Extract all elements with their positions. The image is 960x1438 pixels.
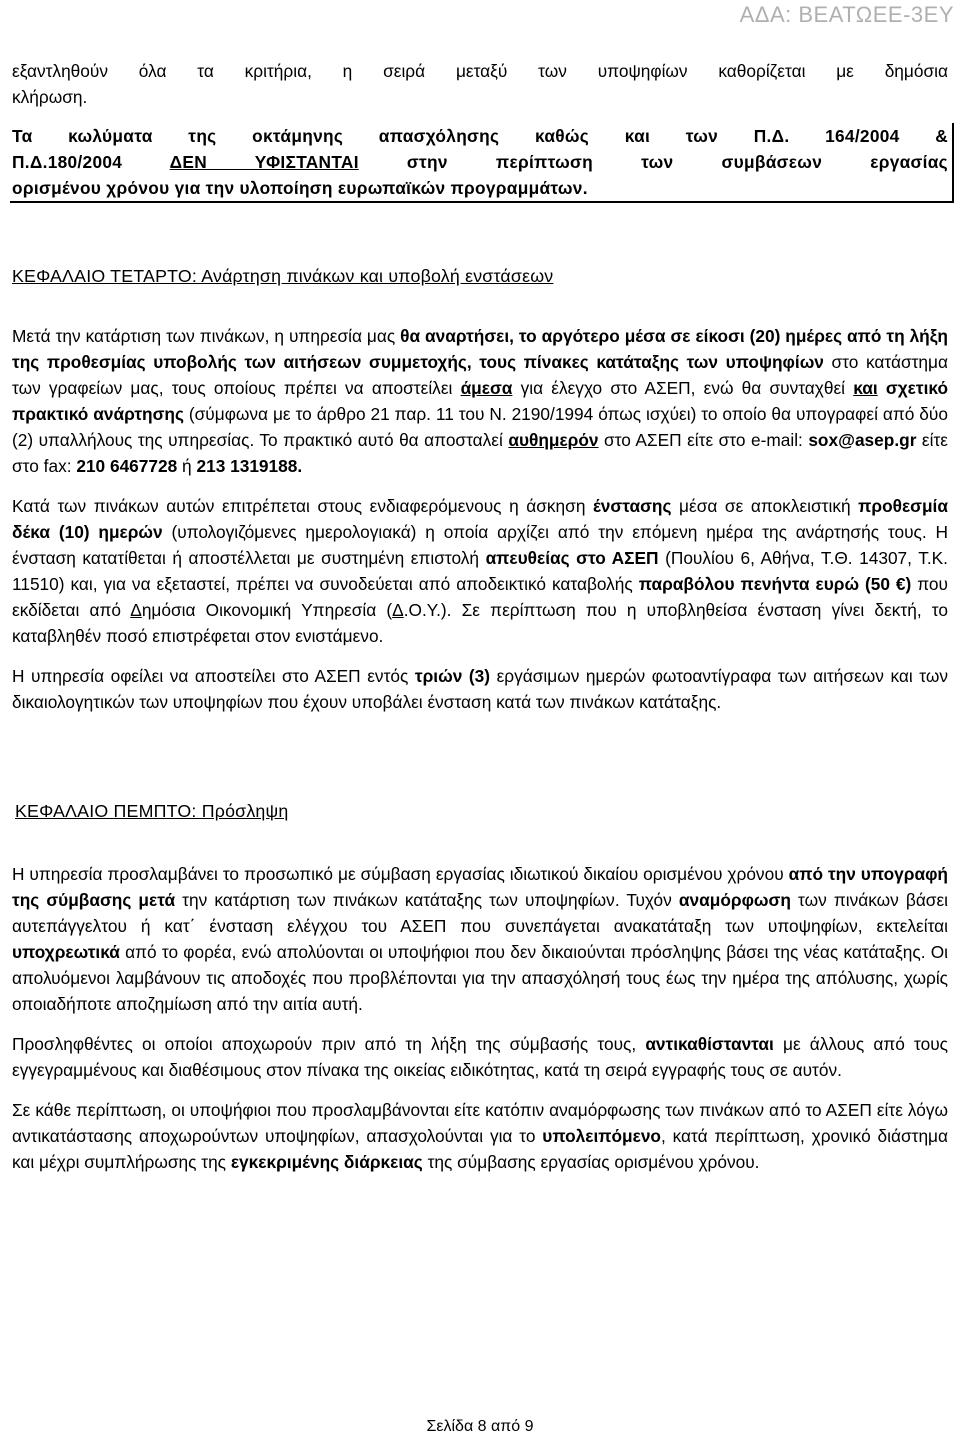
chapter-4-title: ΚΕΦΑΛΑΙΟ ΤΕΤΑΡΤΟ: Ανάρτηση πινάκων και υποβολή ενστάσεων [12, 266, 554, 286]
document-page [12, 58, 948, 1175]
chapter-4-paragraph-1: Μετά την κατάρτιση των πινάκων, η υπηρεσία μας θα αναρτήσει, το αργότερο μέσα σε είκοσι (20) ημέρες από τη λήξη της προθεσμίας υποβολής των αιτήσεων συμμετοχής, τους πίνακες κατάταξης των υποψηφίων στο κατάστημα των γραφείων μας, τους οποίους πρέπει να αποστείλει άμεσα για έλεγχο στο ΑΣΕΠ, ενώ θα συνταχθεί και σχετικό πρακτικό ανάρτησης (σύμφωνα με το άρθρο 21 παρ. 11 του Ν. 2190/1994 όπως ισχύει) το οποίο θα υπογραφεί από δύο (2) υπαλλήλους της υπηρεσίας. Το πρακτικό αυτό θα αποσταλεί αυθημερόν στο ΑΣΕΠ είτε στο e-mail: sox@asep.gr είτε στο fax: 210 6467728 ή 213 1319188. [12, 326, 949, 476]
intro-line-1: εξαντληθούν όλα τα κριτήρια, η σειρά μεταξύ των υποψηφίων καθορίζεται με δημόσια [12, 61, 948, 81]
email-address: sox@asep.gr [808, 430, 917, 450]
chapter-4-paragraph-2: Κατά των πινάκων αυτών επιτρέπεται στους ενδιαφερόμενους η άσκηση ένστασης μέσα σε αποκλειστική προθεσμία δέκα (10) ημερών (υπολογιζόμενες ημερολογιακά) η οποία αρχίζει από την επόμενη ημέρα της ανάρτησής τους. Η ένσταση κατατίθεται ή αποστέλλεται με συστημένη επιστολή απευθείας στο ΑΣΕΠ (Πουλίου 6, Αθήνα, Τ.Θ. 14307, Τ.Κ. 11510) και, για να εξεταστεί, πρέπει να συνοδεύεται από αποδεικτικό καταβολής παραβόλου πενήντα ευρώ (50 €) που εκδίδεται από Δημόσια Οικονομική Υπηρεσία (Δ.Ο.Υ.). Σε περίπτωση που η υποβληθείσα ένσταση γίνει δεκτή, το καταβληθέν ποσό επιστρέφεται στον ενιστάμενο. [12, 496, 949, 646]
notice-box [10, 123, 954, 203]
fax-number-2: 213 1319188. [196, 456, 303, 476]
intro-line-2: κλήρωση. [12, 87, 88, 107]
notice-line-3: ορισμένου χρόνου για την υλοποίηση ευρωπαϊκών προγραμμάτων. [12, 178, 588, 198]
notice-line-1: Τα κωλύματα της οκτάμηνης απασχόλησης καθώς και των Π.Δ. 164/2004 & [12, 126, 948, 146]
chapter-5-paragraph-3: Σε κάθε περίπτωση, οι υποψήφιοι που προσλαμβάνονται είτε κατόπιν αναμόρφωσης των πινάκων από το ΑΣΕΠ είτε λόγω αντικατάστασης αποχωρούντων υποψηφίων, απασχολούνται για το υπολειπόμενο, κατά περίπτωση, χρονικό διάστημα και μέχρι συμπλήρωσης της εγκεκριμένης διάρκειας της σύμβασης εργασίας ορισμένου χρόνου. [12, 1100, 949, 1172]
page-number-footer: Σελίδα 8 από 9 [426, 1418, 534, 1435]
chapter-5-paragraph-2: Προσληφθέντες οι οποίοι αποχωρούν πριν από τη λήξη της σύμβασής τους, αντικαθίστανται με άλλους από τους εγγεγραμμένους και διαθέσιμους στον πίνακα της οικείας ειδικότητας, κατά τη σειρά εγγραφής τους σε αυτόν. [12, 1034, 949, 1080]
notice-underlined: ΔΕΝ ΥΦΙΣΤΑΝΤΑΙ [169, 152, 359, 172]
chapter-4-paragraph-3: Η υπηρεσία οφείλει να αποστείλει στο ΑΣΕΠ εντός τριών (3) εργάσιμων ημερών φωτοαντίγραφα των αιτήσεων και των δικαιολογητικών των υποψηφίων που έχουν υποβάλει ένσταση κατά των πινάκων κατάταξης. [12, 666, 949, 712]
chapter-5-paragraph-1: Η υπηρεσία προσλαμβάνει το προσωπικό με σύμβαση εργασίας ιδιωτικού δικαίου ορισμένου χρόνου από την υπογραφή της σύμβασης μετά την κατάρτιση των πινάκων κατάταξης των υποψηφίων. Τυχόν αναμόρφωση των πινάκων βάσει αυτεπάγγελτου ή κατ΄ ένσταση ελέγχου του ΑΣΕΠ που συνεπάγεται ανακατάταξη των υποψηφίων, εκτελείται υποχρεωτικά από το φορέα, ενώ απολύονται οι υποψήφιοι που δεν δικαιούνται πρόσληψης βάσει της νέας κατάταξης. Οι απολυόμενοι λαμβάνουν τις αποδοχές που προβλέπονται για την απασχόλησή τους έως την ημέρα της απόλυσης, χωρίς οποιαδήποτε αποζημίωση από την αιτία αυτή. [12, 864, 949, 1014]
fax-number-1: 210 6467728 [76, 456, 178, 476]
chapter-5-title: ΚΕΦΑΛΑΙΟ ΠΕΜΠΤΟ: Πρόσληψη [15, 801, 289, 821]
notice-line-2: Π.Δ.180/2004 ΔΕΝ ΥΦΙΣΤΑΝΤΑΙ στην περίπτωση των συμβάσεων εργασίας [12, 152, 948, 172]
ada-code: ΑΔΑ: ΒΕΑΤΩΕΕ-3ΕΥ [739, 2, 954, 27]
